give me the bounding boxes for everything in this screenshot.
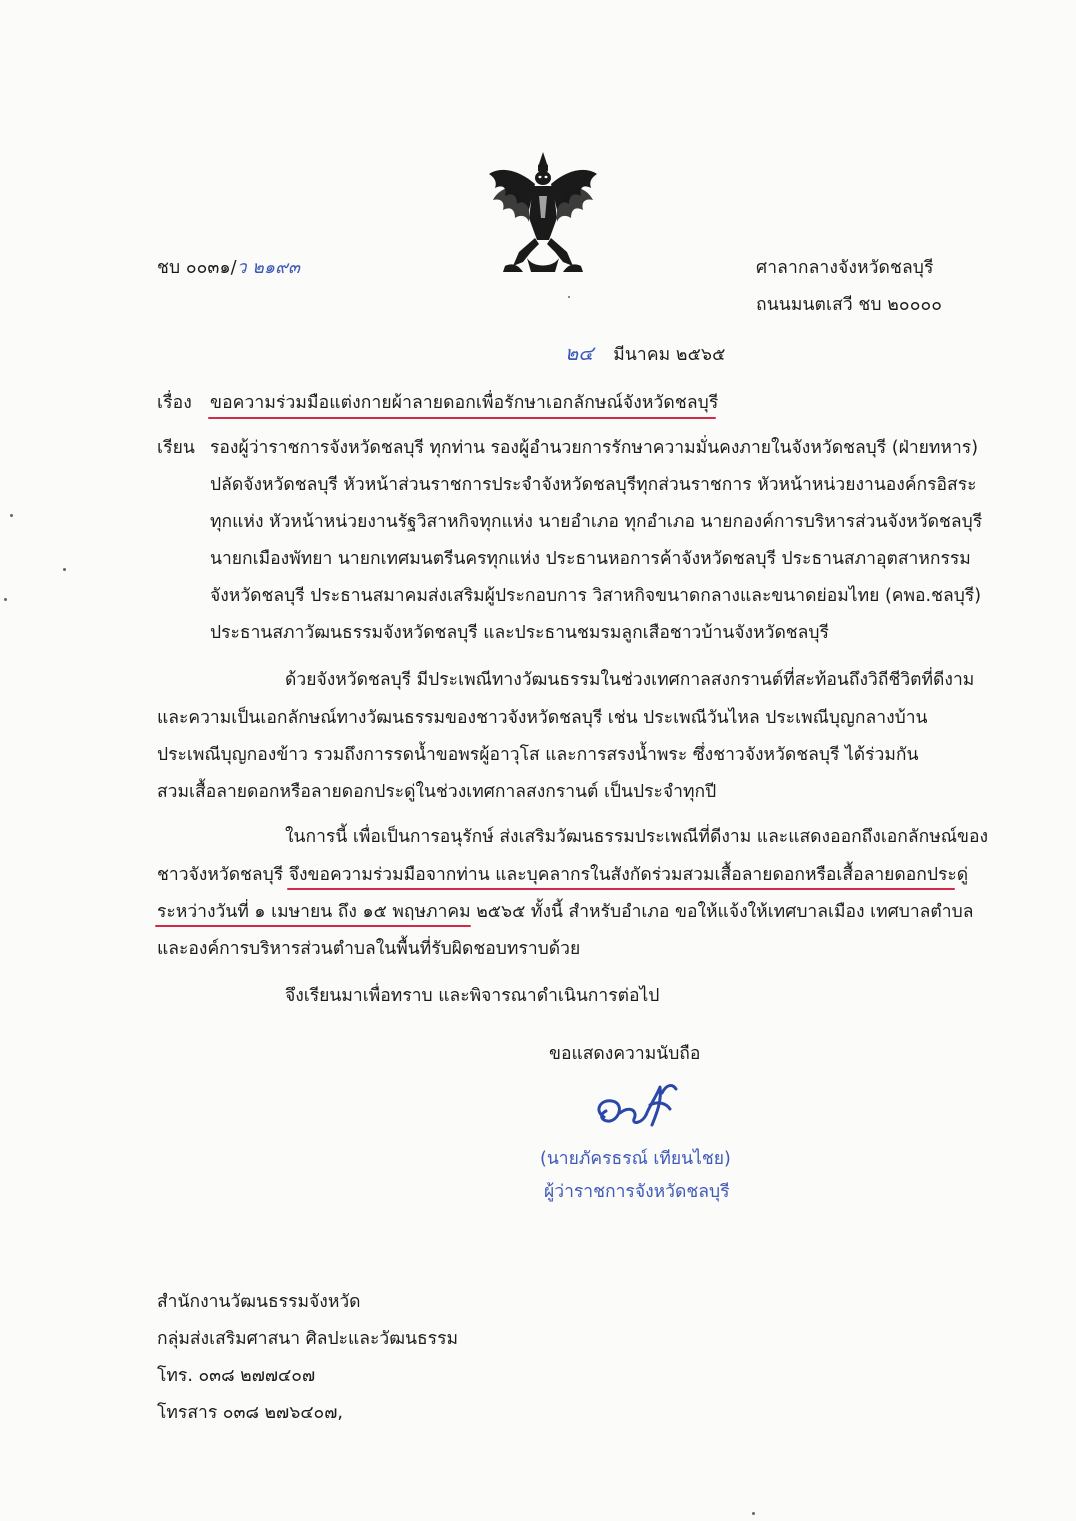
closing-request: จึงเรียนมาเพื่อทราบ และพิจารณาดำเนินการต่อไป <box>285 986 660 1006</box>
scan-speck <box>568 296 570 298</box>
reference-handwritten: ว ๒๑๙๓ <box>236 258 301 278</box>
salutation: ขอแสดงความนับถือ <box>549 1044 701 1064</box>
paragraph2-line: ในการนี้ เพื่อเป็นการอนุรักษ์ ส่งเสริมวัฒนธรรมประเพณีที่ดีงาม และแสดงออกถึงเอกลักษณ์ของ <box>285 827 989 847</box>
subject-text: ขอความร่วมมือแต่งกายผ้าลายดอกเพื่อรักษาเอกลักษณ์จังหวัดชลบุรี <box>210 393 719 413</box>
paragraph1-line: และความเป็นเอกลักษณ์ทางวัฒนธรรมของชาวจังหวัดชลบุรี เช่น ประเพณีวันไหล ประเพณีบุญกลางบ้าน <box>157 708 928 728</box>
recipients-line: ประธานสภาวัฒนธรรมจังหวัดชลบุรี และประธานชมรมลูกเสือชาวบ้านจังหวัดชลบุรี <box>210 623 829 643</box>
paragraph1-line: ด้วยจังหวัดชลบุรี มีประเพณีทางวัฒนธรรมในช่วงเทศกาลสงกรานต์ที่สะท้อนถึงวิถีชีวิตที่ดีงาม <box>285 670 975 690</box>
signatory-position: ผู้ว่าราชการจังหวัดชลบุรี <box>544 1182 730 1202</box>
office-address-line2: ถนนมนตเสวี ชบ ๒๐๐๐๐ <box>756 295 943 315</box>
subject-label: เรื่อง <box>157 393 192 413</box>
paragraph2-line: และองค์การบริหารส่วนตำบลในพื้นที่รับผิดชอบทราบด้วย <box>157 939 581 959</box>
handwritten-signature-icon <box>590 1075 700 1137</box>
scan-speck <box>10 514 13 517</box>
signatory-name: (นายภัครธรณ์ เทียนไชย) <box>540 1149 731 1169</box>
emphasis-underline-2 <box>155 925 471 927</box>
paragraph2-emphasis: จึงขอความร่วมมือจากท่าน และบุคลากรในสังกัดร่วมสวมเสื้อลายดอกหรือเสื้อลายดอกประดู่ <box>288 865 969 885</box>
recipients-line: ทุกแห่ง หัวหน้าหน่วยงานรัฐวิสาหกิจทุกแห่ง นายอำเภอ ทุกอำเภอ นายกองค์การบริหารส่วนจังหวัดชลบุรี <box>210 512 983 532</box>
footer-group: กลุ่มส่งเสริมศาสนา ศิลปะและวัฒนธรรม <box>157 1329 459 1349</box>
recipients-line: นายกเมืองพัทยา นายกเทศมนตรีนครทุกแห่ง ประธานหอการค้าจังหวัดชลบุรี ประธานสภาอุตสาหกรรม <box>210 549 971 569</box>
subject-underline <box>208 417 716 419</box>
footer-office: สำนักงานวัฒนธรรมจังหวัด <box>157 1292 361 1312</box>
paragraph1-line: ประเพณีบุญกองข้าว รวมถึงการรดน้ำขอพรผู้อาวุโส และการสรงน้ำพระ ซึ่งชาวจังหวัดชลบุรี ได้ร่วมกัน <box>157 745 919 765</box>
recipients-line: รองผู้ว่าราชการจังหวัดชลบุรี ทุกท่าน รองผู้อำนวยการรักษาความมั่นคงภายในจังหวัดชลบุรี (ฝ่ายทหาร) <box>210 438 979 458</box>
paragraph2-emphasis: ระหว่างวันที่ ๑ เมษายน ถึง ๑๕ พฤษภาคม ๒๕๖๕ <box>157 902 526 922</box>
date-day-handwritten: ๒๔ <box>565 341 594 365</box>
scan-speck <box>752 1512 755 1515</box>
paragraph2-line <box>157 904 973 922</box>
footer-fax: โทรสาร ๐๓๘ ๒๗๖๔๐๗, <box>157 1403 343 1423</box>
paragraph2-line <box>157 867 968 885</box>
recipients-line: จังหวัดชลบุรี ประธานสมาคมส่งเสริมผู้ประกอบการ วิสาหกิจขนาดกลางและขนาดย่อมไทย (คพอ.ชลบุรี) <box>210 586 982 606</box>
emphasis-underline-1 <box>287 888 955 890</box>
date-month-year: มีนาคม ๒๕๖๕ <box>613 345 726 365</box>
office-address-line1: ศาลากลางจังหวัดชลบุรี <box>756 258 934 278</box>
recipients-line: ปลัดจังหวัดชลบุรี หัวหน้าส่วนราชการประจำจังหวัดชลบุรีทุกส่วนราชการ หัวหน้าหน่วยงานองค์กรอิสระ <box>210 475 977 495</box>
reference-number <box>157 260 300 278</box>
garuda-emblem-icon <box>483 148 603 276</box>
reference-prefix: ชบ ๐๐๓๑/ <box>157 258 237 278</box>
letter-date <box>565 343 725 365</box>
footer-telephone: โทร. ๐๓๘ ๒๗๗๔๐๗ <box>157 1366 316 1386</box>
scan-speck <box>63 568 66 571</box>
recipients-label: เรียน <box>157 438 195 458</box>
paragraph1-line: สวมเสื้อลายดอกหรือลายดอกประดู่ในช่วงเทศกาลสงกรานต์ เป็นประจำทุกปี <box>157 782 717 802</box>
paragraph2-plain: ชาวจังหวัดชลบุรี <box>157 865 289 885</box>
paragraph2-plain: ทั้งนี้ สำหรับอำเภอ ขอให้แจ้งให้เทศบาลเมือง เทศบาลตำบล <box>525 902 974 922</box>
scan-speck <box>4 598 7 601</box>
